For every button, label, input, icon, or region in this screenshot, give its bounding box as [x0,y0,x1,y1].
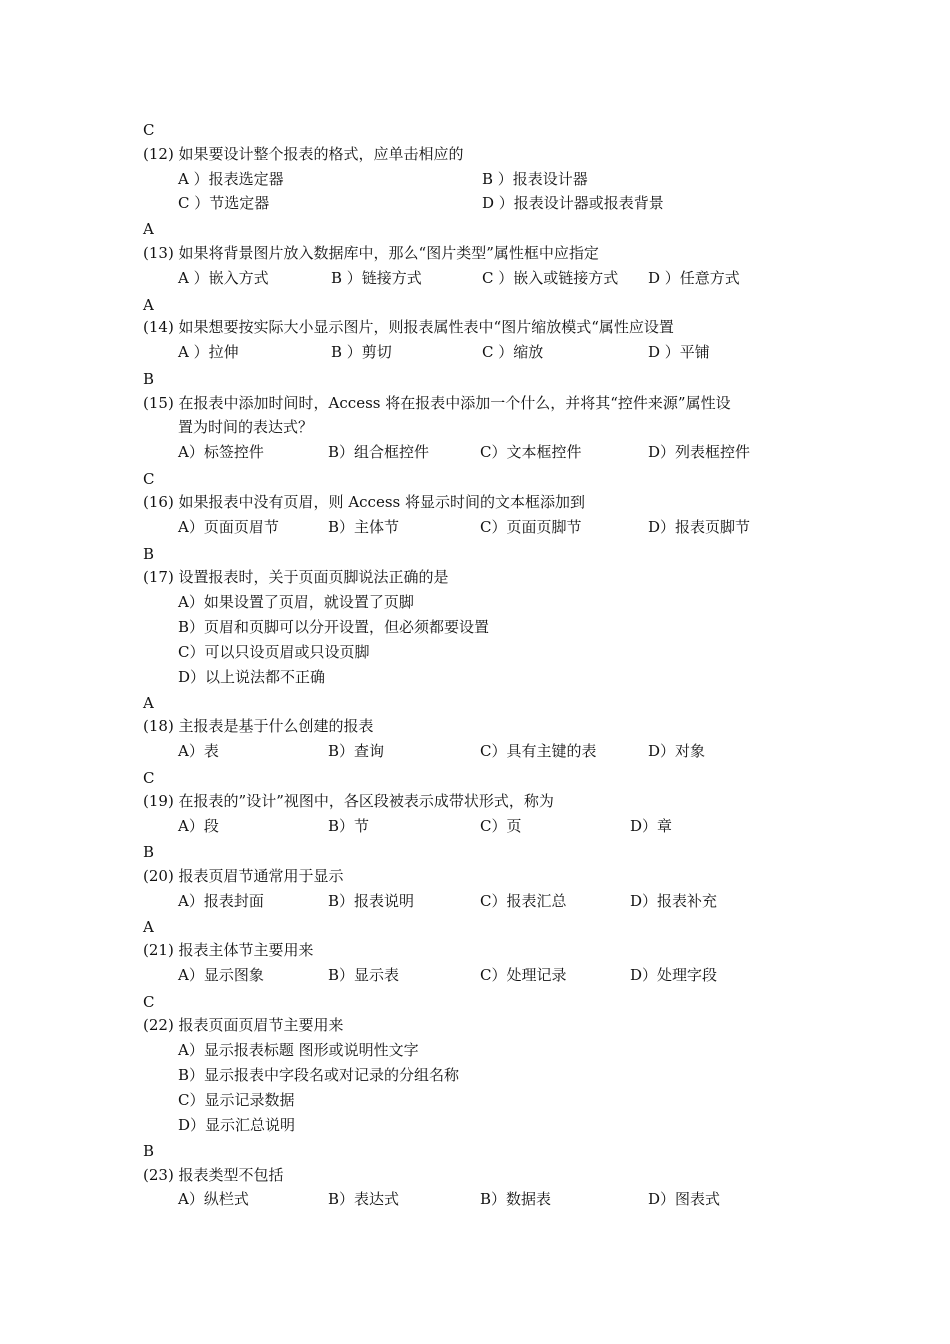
q15-option-a: A）标签控件 [178,443,264,461]
q18-option-a: A）表 [178,742,219,760]
question-17-stem: (17) 设置报表时，关于页面页脚说法正确的是 [143,568,449,586]
q22-option-a: A）显示报表标题 图形或说明性文字 [178,1041,419,1059]
q14-option-d: D ）平铺 [648,343,710,361]
q16-option-b: B）主体节 [328,518,400,536]
q13-option-b: B ）链接方式 [331,269,422,287]
q22-option-d: D）显示汇总说明 [178,1116,296,1134]
answer-13: A [143,296,154,314]
question-22-stem: (22) 报表页面页眉节主要用来 [143,1016,344,1034]
answer-11: C [143,121,155,139]
q15-option-b: B）组合框控件 [328,443,430,461]
q21-option-b: B）显示表 [328,966,400,984]
question-23-stem: (23) 报表类型不包括 [143,1166,284,1184]
q14-option-b: B ）剪切 [331,343,392,361]
q13-option-c: C ）嵌入或链接方式 [482,269,619,287]
q12-option-a: A ）报表选定器 [178,170,284,188]
question-19-stem: (19) 在报表的”设计”视图中，各区段被表示成带状形式，称为 [143,792,554,810]
q14-option-a: A ）拉伸 [178,343,239,361]
q16-option-c: C）页面页脚节 [480,518,582,536]
q18-option-b: B）查询 [328,742,385,760]
q12-option-d: D ）报表设计器或报表背景 [482,194,664,212]
q16-option-d: D）报表页脚节 [648,518,751,536]
q14-option-c: C ）缩放 [482,343,544,361]
answer-16: B [143,545,155,563]
question-13-stem: (13) 如果将背景图片放入数据库中，那么“图片类型”属性框中应指定 [143,244,599,262]
answer-17: A [143,694,154,712]
q21-option-c: C）处理记录 [480,966,567,984]
q20-option-c: C）报表汇总 [480,892,567,910]
question-15-stem-line1: (15) 在报表中添加时间时，Access 将在报表中添加一个什么，并将其“控件来源”属性设 [143,394,731,412]
q17-option-b: B）页眉和页脚可以分开设置，但必须都要设置 [178,618,490,636]
q12-option-c: C ）节选定器 [178,194,270,212]
q13-option-d: D ）任意方式 [648,269,740,287]
q18-option-d: D）对象 [648,742,706,760]
q20-option-a: A）报表封面 [178,892,264,910]
answer-18: C [143,769,155,787]
q15-option-d: D）列表框控件 [648,443,751,461]
question-21-stem: (21) 报表主体节主要用来 [143,941,314,959]
q17-option-a: A）如果设置了页眉，就设置了页脚 [178,593,414,611]
answer-20: A [143,918,154,936]
question-12-stem: (12) 如果要设计整个报表的格式，应单击相应的 [143,145,464,163]
q23-option-d: D）图表式 [648,1190,721,1208]
q20-option-d: D）报表补充 [630,892,718,910]
q19-option-b: B）节 [328,817,370,835]
q23-option-c: B）数据表 [480,1190,552,1208]
q18-option-c: C）具有主键的表 [480,742,597,760]
q23-option-a: A）纵栏式 [178,1190,249,1208]
q19-option-d: D）章 [630,817,673,835]
q19-option-a: A）段 [178,817,219,835]
q17-option-c: C）可以只设页眉或只设页脚 [178,643,370,661]
question-14-stem: (14) 如果想要按实际大小显示图片，则报表属性表中“图片缩放模式“属性应设置 [143,318,674,336]
q23-option-b: B）表达式 [328,1190,400,1208]
question-15-stem-line2: 置为时间的表达式？ [178,418,314,436]
q21-option-d: D）处理字段 [630,966,718,984]
q16-option-a: A）页面页眉节 [178,518,279,536]
q19-option-c: C）页 [480,817,522,835]
question-20-stem: (20) 报表页眉节通常用于显示 [143,867,344,885]
q22-option-c: C）显示记录数据 [178,1091,295,1109]
q20-option-b: B）报表说明 [328,892,415,910]
answer-19: B [143,843,155,861]
q12-option-b: B ）报表设计器 [482,170,588,188]
q15-option-c: C）文本框控件 [480,443,582,461]
answer-15: C [143,470,155,488]
q22-option-b: B）显示报表中字段名或对记录的分组名称 [178,1066,460,1084]
answer-22: B [143,1142,155,1160]
answer-21: C [143,993,155,1011]
question-16-stem: (16) 如果报表中没有页眉，则 Access 将显示时间的文本框添加到 [143,493,586,511]
answer-14: B [143,370,155,388]
question-18-stem: (18) 主报表是基于什么创建的报表 [143,717,374,735]
q17-option-d: D）以上说法都不正确 [178,668,326,686]
answer-12: A [143,220,154,238]
q13-option-a: A ）嵌入方式 [178,269,269,287]
q21-option-a: A）显示图象 [178,966,264,984]
